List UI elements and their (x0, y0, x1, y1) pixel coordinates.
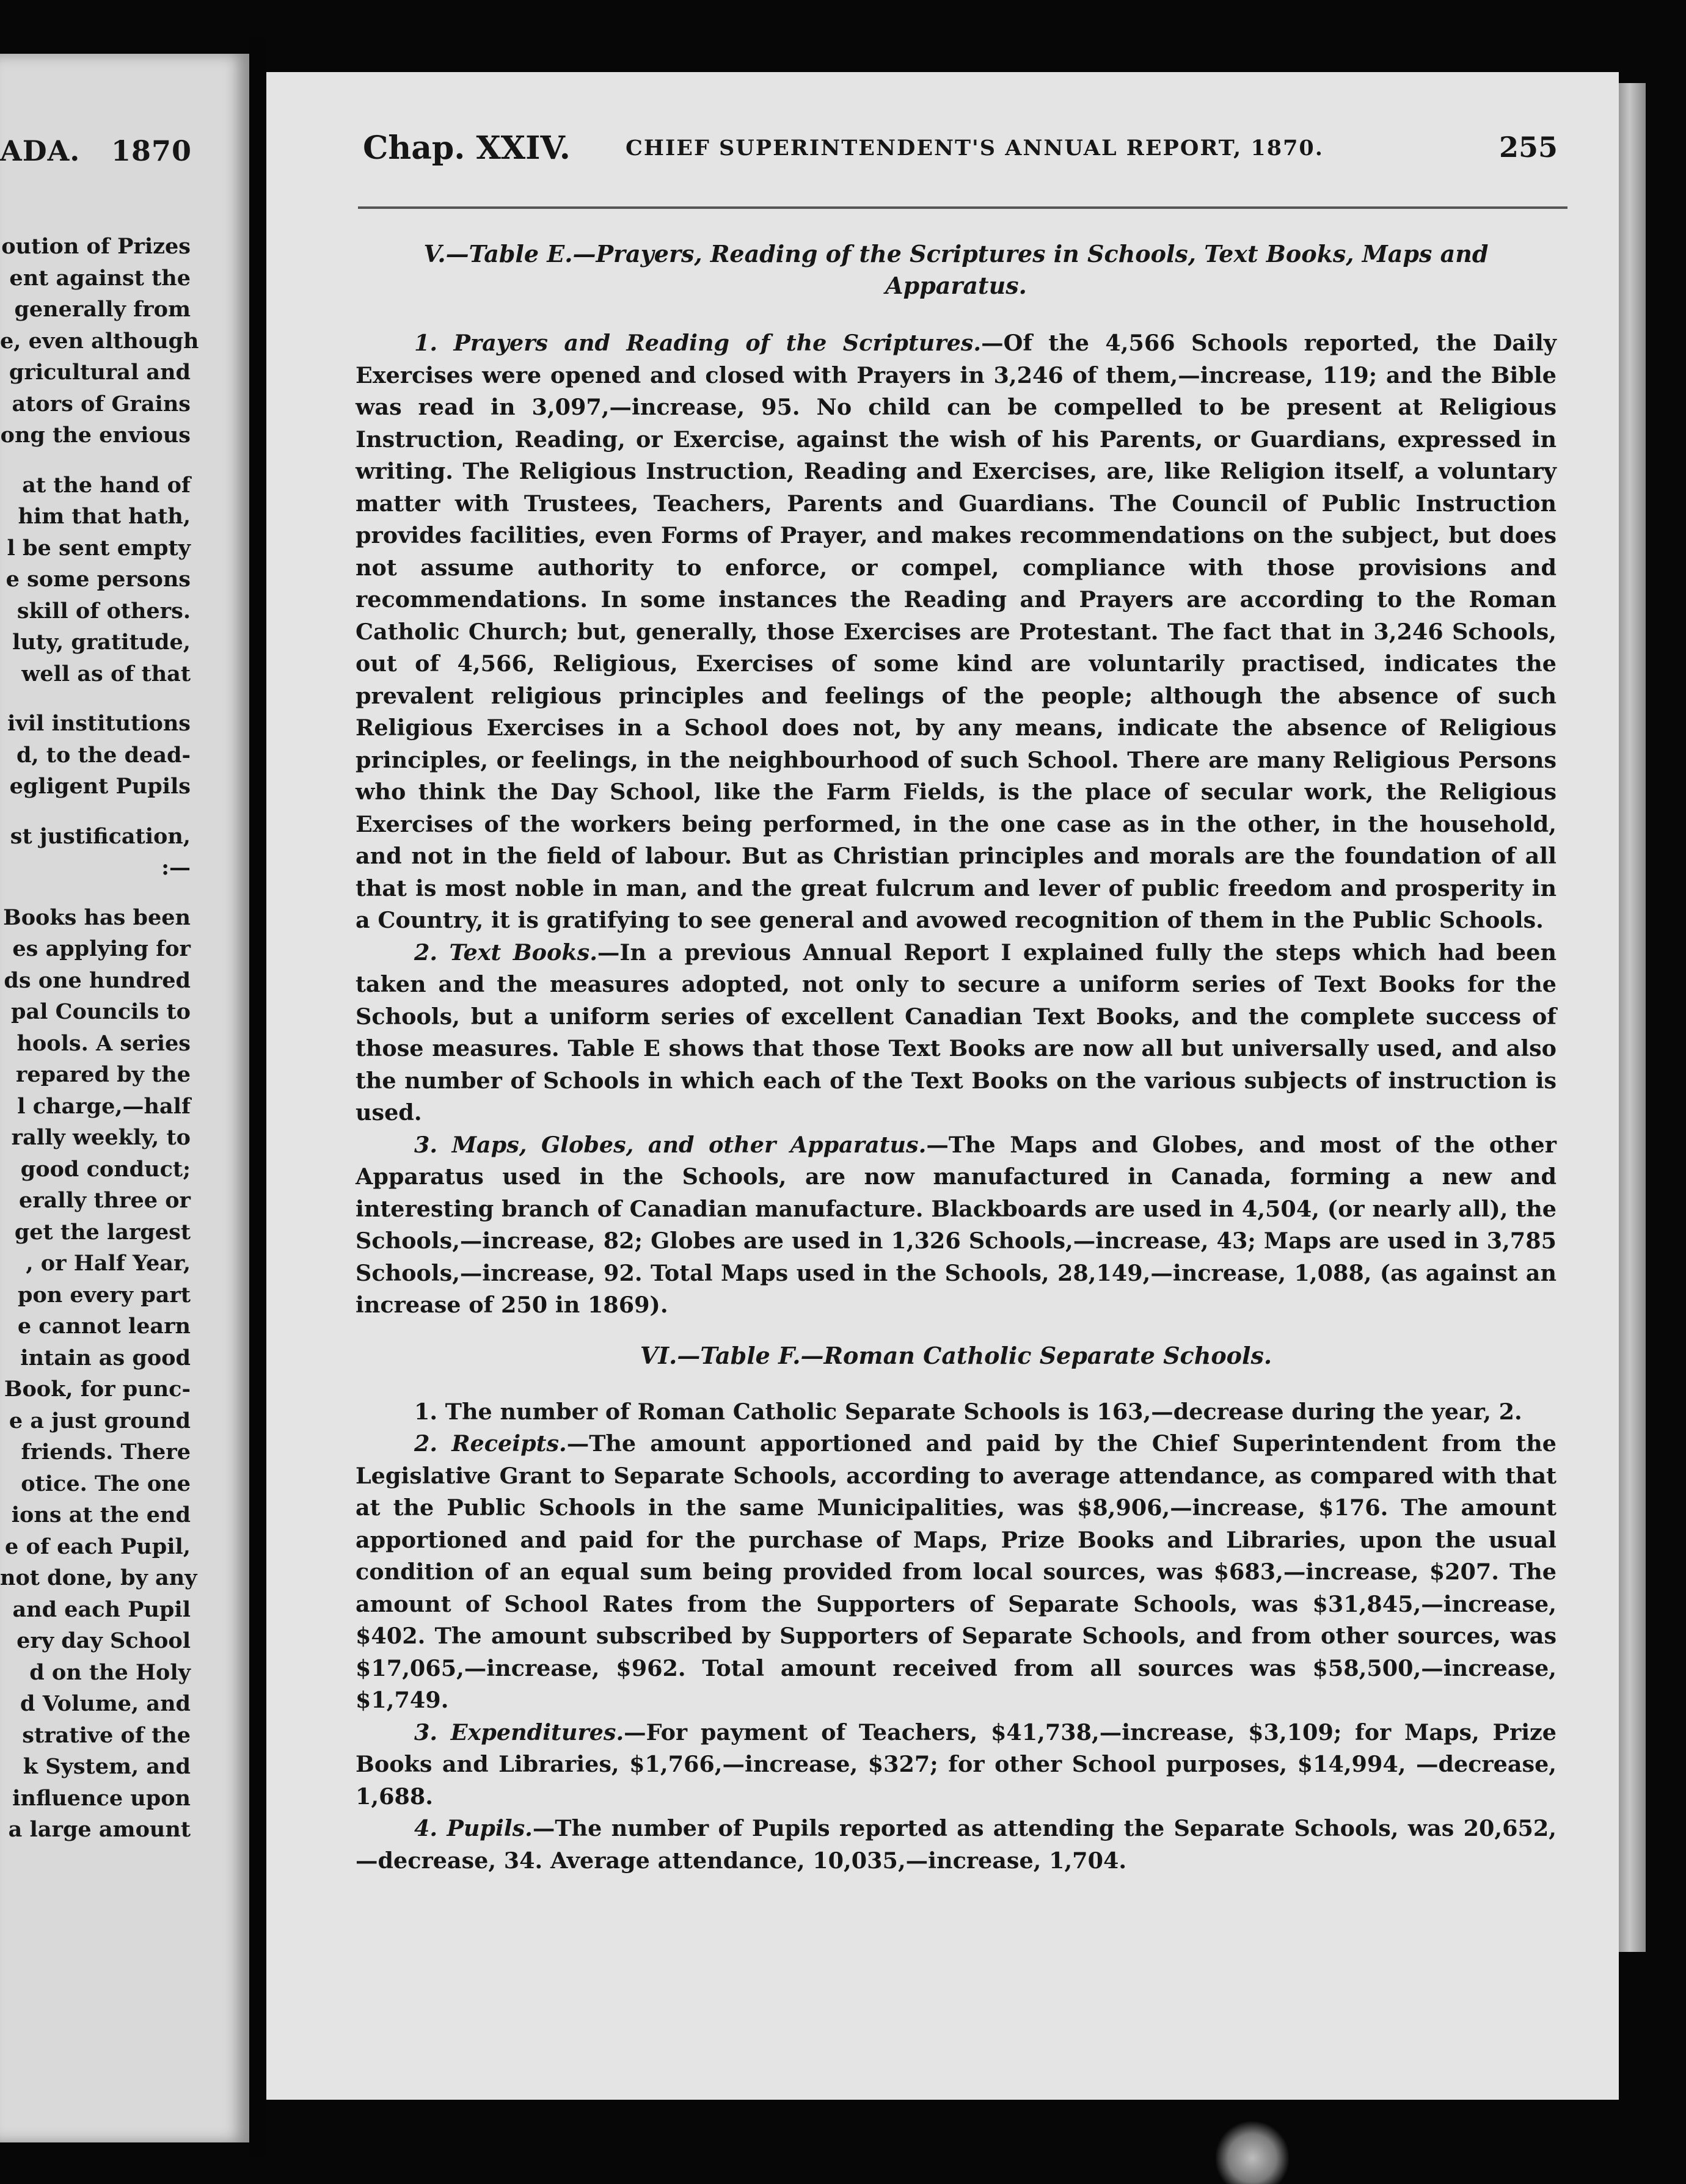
left-page-line: egligent Pupils (9, 774, 191, 799)
scan-artifact (1216, 2119, 1289, 2184)
right-page (266, 72, 1619, 2100)
left-header-abbrev: ADA. (0, 134, 81, 167)
left-page-line: not done, by any (0, 1565, 197, 1590)
left-page-line: e a just ground (9, 1408, 191, 1433)
paragraph-lead: 2. Text Books. (414, 939, 597, 966)
running-head (363, 129, 1558, 172)
paragraph-text: —Of the 4,566 Schools reported, the Daily Exercises were opened and closed with Prayers in 3,246 of them,—increase, 119; and the Bible was read in 3,097,—increase, 95. No child can be compelled to be present at Religious Instruction, Reading, or Exercise, against the wish of his Parents, or Guardians, expressed in writing. The Religious Instruction, Reading and Exercises, are, like Religion itself, a voluntary matter with Trustees, Teachers, Parents and Guardians. The Council of Public Instruction provides facilities, even Forms of Prayer, and makes recommendations on the subject, but does not assume authority to enforce, or compel, compliance with those provisions and recommendations. In some instances the Reading and Prayers are according to the Roman Catholic Church; but, generally, those Exercises are Protestant. The fact that in 3,246 Schools, out of 4,566, Religious, Exercises of some kind are voluntarily practised, indicates the prevalent religious principles and feelings of the people; although the absence of such Religious Exercises in a School does not, by any means, indicate the absence of Religious principles, or feelings, in the neighbourhood of such School. There are many Religious Persons who think the Day School, like the Farm Fields, is the place of secular work, the Religious Exercises of the workers being performed, in the one case as in the other, in the household, and not in the field of labour. But as Christian principles and morals are the foundation of all that is most noble in man, and the great fulcrum and lever of public freedom and prosperity in a Country, it is gratifying to see general and avowed recognition of them in the Public Schools. (356, 330, 1556, 933)
left-page-line: ery day School (16, 1628, 191, 1653)
paragraph-maps-globes (356, 1129, 1556, 1322)
paragraph-prayers (356, 327, 1556, 937)
left-page-line: l charge,—half (17, 1093, 191, 1119)
left-page-line: intain as good (20, 1345, 191, 1370)
paragraph-lead: 1. Prayers and Reading of the Scriptures. (414, 330, 982, 356)
left-page-line: him that hath, (18, 504, 191, 529)
left-page-line: a large amount (8, 1817, 191, 1842)
left-page-line: oution of Prizes (1, 234, 191, 259)
left-page-line: ds one hundred (4, 967, 191, 993)
left-page-line: hools. A series (16, 1030, 191, 1056)
report-title: CHIEF SUPERINTENDENT'S ANNUAL REPORT, 1870. (626, 136, 1324, 161)
left-page-line: gricultural and (9, 360, 191, 385)
left-page-line: ators of Grains (12, 391, 191, 417)
left-page-line: es applying for (12, 936, 191, 961)
page-edge (1619, 83, 1646, 1952)
left-page-line: at the hand of (22, 472, 191, 498)
paragraph-lead: 3. Maps, Globes, and other Apparatus. (414, 1131, 927, 1158)
paragraph-lead: 3. Expenditures. (414, 1719, 624, 1745)
paragraph-text: —The number of Pupils reported as attending the Separate Schools, was 20,652,—decrease, 34. Average attendance, 10,035,—increase, 1,704. (356, 1815, 1556, 1874)
left-page-gap (0, 451, 191, 470)
paragraph-text: —The Maps and Globes, and most of the other Apparatus used in the Schools, are now manufactured in Canada, forming a new and interesting branch of Canadian manufacture. Blackboards are used in 4,504, (or nearly all), the Schools,—increase, 82; Globes are used in 1,326 Schools,—increase, 43; Maps are used in 3,785 Schools,—increase, 92. Total Maps used in the Schools, 28,149,—increase, 1,088, (as against an increase of 250 in 1869). (356, 1131, 1556, 1318)
paragraph-lead: 2. Receipts. (414, 1430, 567, 1457)
left-page-line: friends. There (21, 1440, 191, 1465)
left-page-line: st justification, (10, 823, 191, 849)
left-page-line: d Volume, and (20, 1691, 191, 1716)
left-page-line: Book, for punc- (4, 1377, 191, 1402)
section-v-heading-line2: Apparatus. (885, 272, 1027, 299)
left-page-line: pon every part (17, 1282, 191, 1308)
left-page-text (0, 231, 199, 1846)
left-page-line: and each Pupil (12, 1596, 191, 1622)
left-page-line: ong the envious (0, 423, 191, 448)
left-page-gap (0, 690, 191, 708)
left-page-line: Books has been (3, 905, 191, 930)
left-page-line: repared by the (15, 1062, 191, 1087)
header-rule (358, 206, 1567, 209)
left-page-line: d on the Holy (29, 1659, 191, 1685)
paragraph-receipts (356, 1428, 1556, 1717)
paragraph-text: —The amount apportioned and paid by the Chief Superintendent from the Legislative Grant to Separate Schools, according to average attendance, as compared with that at the Public Schools in the same Municipalities, was $8,906,—increase, $176. The amount apportioned and paid for the purchase of Maps, Prize Books and Libraries, upon the usual condition of an equal sum being provided from local sources, was $683,—increase, $207. The amount of School Rates from the Supporters of Separate Schools, was $31,845,—increase, $402. The amount subscribed by Supporters of Separate Schools, and from other sources, was $17,065,—increase, $962. Total amount received from all sources was $58,500,—increase, $1,749. (356, 1430, 1556, 1713)
left-page-gap (0, 884, 191, 902)
section-v-heading (356, 238, 1556, 302)
book-gutter (249, 37, 266, 2156)
page-number: 255 (1498, 131, 1558, 164)
paragraph-text: —In a previous Annual Report I explained fully the steps which had been taken and the measures adopted, not only to secure a uniform series of Text Books for the Schools, but a uniform series of excellent Canadian Text Books, and the complete success of those measures. Table E shows that those Text Books are now all but universally used, and also the number of Schools in which each of the Text Books on the various subjects of instruction is used. (356, 939, 1557, 1126)
paragraph-lead: 4. Pupils. (414, 1815, 533, 1841)
left-page-line: strative of the (22, 1722, 191, 1748)
left-page-line: e some persons (5, 567, 191, 592)
left-page-line: influence upon (12, 1785, 191, 1811)
paragraph-number-of-schools (356, 1396, 1556, 1429)
left-header-year: 1870 (111, 134, 192, 167)
left-page-line: well as of that (21, 661, 191, 686)
section-v-heading-line1: V.—Table E.—Prayers, Reading of the Scriptures in Schools, Text Books, Maps and (423, 240, 1489, 268)
left-page-line: rally weekly, to (11, 1125, 191, 1150)
left-page-line: pal Councils to (10, 999, 191, 1024)
paragraph-expenditures (356, 1717, 1556, 1813)
left-page-gap (0, 803, 191, 821)
left-page-line: ivil institutions (7, 711, 191, 736)
left-page-line: luty, gratitude, (12, 630, 191, 655)
left-page-line: d, to the dead- (16, 742, 191, 768)
left-page-line: , or Half Year, (26, 1251, 191, 1276)
left-page-line: e of each Pupil, (5, 1534, 191, 1559)
left-page-running-head (0, 134, 195, 171)
left-page-line: erally three or (18, 1188, 191, 1213)
paragraph-pupils (356, 1813, 1556, 1877)
left-page-line: generally from (14, 297, 191, 322)
left-page-line: skill of others. (16, 598, 191, 624)
left-page-line: e cannot learn (17, 1314, 191, 1339)
paragraph-text-books (356, 937, 1556, 1129)
section-vi-heading: VI.—Table F.—Roman Catholic Separate Schools. (640, 1341, 1272, 1369)
chapter-label: Chap. XXIV. (363, 129, 571, 167)
left-page-line: e, even although (0, 328, 199, 354)
left-page-line: get the largest (14, 1219, 191, 1245)
left-page-line: good conduct; (20, 1156, 191, 1182)
left-page-line: k System, and (23, 1754, 191, 1779)
paragraph-text: 1. The number of Roman Catholic Separate Schools is 163,—decrease during the year, 2. (414, 1398, 1522, 1425)
left-page-fragment (0, 54, 249, 2142)
left-page-line: ions at the end (11, 1502, 191, 1527)
page-content (356, 238, 1556, 1877)
paragraph-text: —For payment of Teachers, $41,738,—increase, $3,109; for Maps, Prize Books and Libraries, $1,766,—increase, $327; for other School purposes, $14,994, —decrease, 1,688. (356, 1719, 1557, 1810)
left-page-line: :— (161, 855, 191, 880)
left-page-line: ent against the (9, 265, 191, 291)
left-page-line: otice. The one (21, 1471, 191, 1496)
left-page-line: l be sent empty (7, 535, 191, 561)
